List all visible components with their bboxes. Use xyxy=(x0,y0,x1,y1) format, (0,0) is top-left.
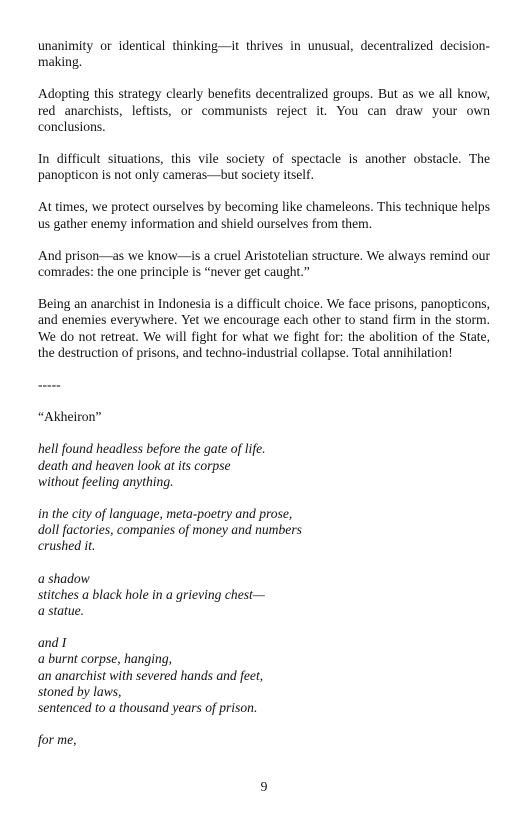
poem-stanza xyxy=(38,732,490,748)
poem-line: crushed it. xyxy=(38,538,96,554)
body-paragraph: Adopting this strategy clearly benefits decentralized groups. But as we all know, red anarchists, leftists, or communists reject it. You can draw your own conclusions. xyxy=(38,86,490,134)
poem-line: hell found headless before the gate of life. xyxy=(38,441,266,457)
poem-stanza xyxy=(38,571,490,620)
poem-line: death and heaven look at its corpse xyxy=(38,457,231,473)
poem-line: in the city of language, meta-poetry and prose, xyxy=(38,506,293,522)
poem-line: sentenced to a thousand years of prison. xyxy=(38,700,258,716)
poem-line: stoned by laws, xyxy=(38,683,122,699)
body-paragraph: Being an anarchist in Indonesia is a difficult choice. We face prisons, panopticons, and enemies everywhere. Yet we encourage each other to stand firm in the storm. We do not retreat. We will fight for what we fight for: the abolition of the State, the destruction of prisons, and techno-industrial collapse. Total annihilation! xyxy=(38,296,490,360)
section-separator: ----- xyxy=(38,377,61,393)
poem-line: doll factories, companies of money and numbers xyxy=(38,522,302,538)
poem-stanza xyxy=(38,441,490,490)
poem-stanza xyxy=(38,635,490,716)
poem-stanza xyxy=(38,506,490,555)
body-paragraph: In difficult situations, this vile society of spectacle is another obstacle. The panopticon is not only cameras—but society itself. xyxy=(38,151,490,183)
page-number: 9 xyxy=(260,779,268,794)
body-paragraph: unanimity or identical thinking—it thrives in unusual, decentralized decision-making. xyxy=(38,38,490,70)
poem-line: and I xyxy=(38,635,67,651)
poem-line: for me, xyxy=(38,732,77,748)
poem-line: an anarchist with severed hands and feet, xyxy=(38,667,264,683)
poem-line: without feeling anything. xyxy=(38,473,174,489)
document-page xyxy=(38,38,490,765)
body-paragraph: And prison—as we know—is a cruel Aristotelian structure. We always remind our comrades: the one principle is “never get caught.” xyxy=(38,247,490,280)
body-paragraph: At times, we protect ourselves by becoming like chameleons. This technique helps us gather enemy information and shield ourselves from them. xyxy=(38,199,490,231)
poem-line: a statue. xyxy=(38,603,85,619)
poem-title: “Akheiron” xyxy=(38,409,102,425)
poem-line: stitches a black hole in a grieving chest— xyxy=(38,586,265,602)
poem-line: a burnt corpse, hanging, xyxy=(38,651,173,667)
poem-line: a shadow xyxy=(38,570,90,586)
